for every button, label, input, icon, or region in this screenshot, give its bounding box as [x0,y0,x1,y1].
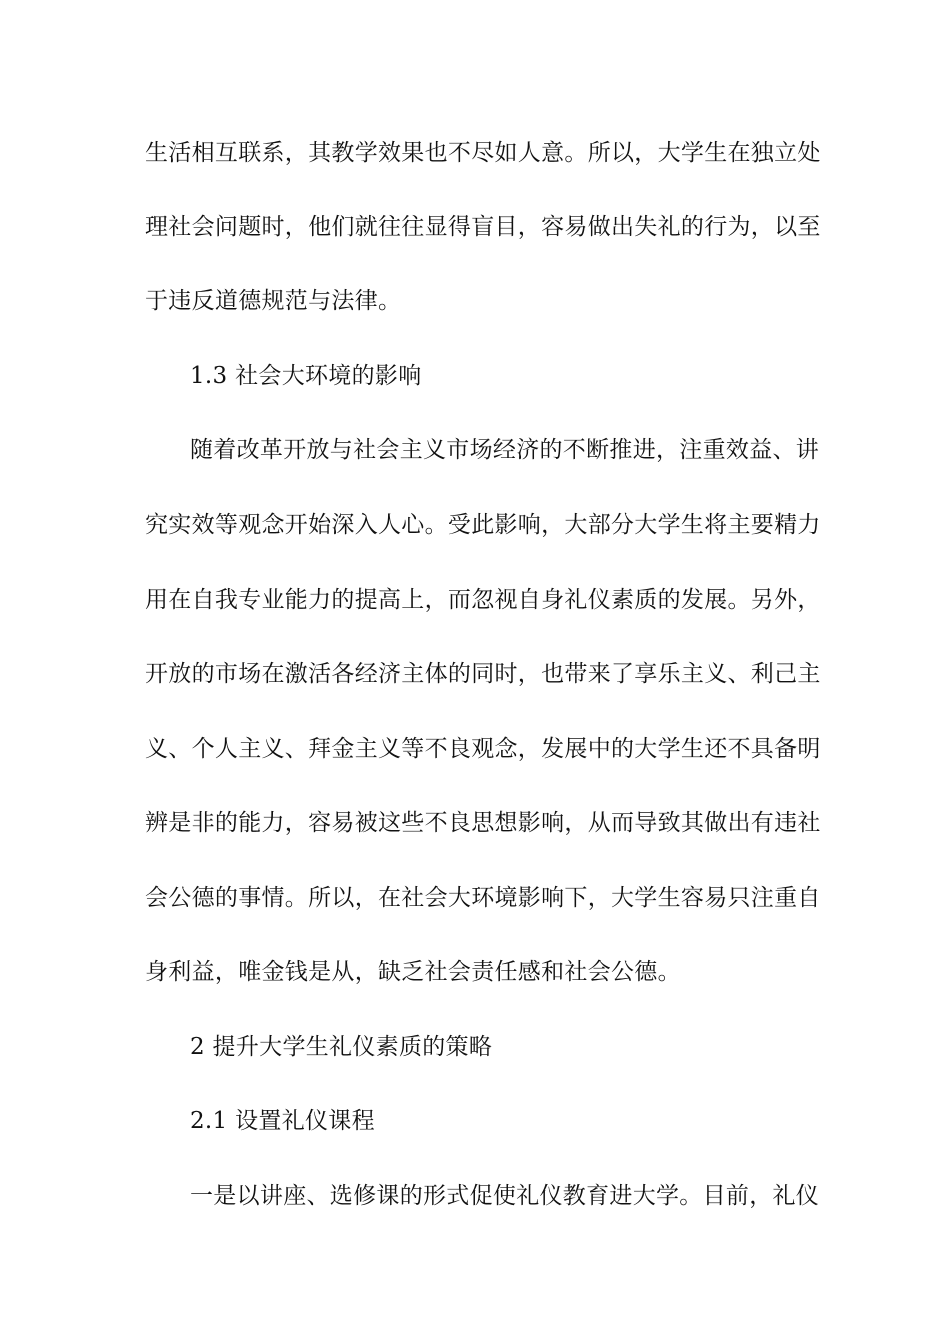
paragraph-line: 身利益，唯金钱是从，缺乏社会责任感和社会公德。 [145,959,681,985]
paragraph-line: 开放的市场在激活各经济主体的同时，也带来了享乐主义、利己主 [145,661,821,687]
paragraph-line: 生活相互联系，其教学效果也不尽如人意。所以，大学生在独立处 [145,140,821,166]
paragraph-line: 会公德的事情。所以，在社会大环境影响下，大学生容易只注重自 [145,885,821,911]
paragraph-line: 于违反道德规范与法律。 [145,288,402,314]
paragraph-line: 随着改革开放与社会主义市场经济的不断推进，注重效益、讲 [190,437,820,463]
paragraph-line: 义、个人主义、拜金主义等不良观念，发展中的大学生还不具备明 [145,736,821,762]
section-heading-2: 2 提升大学生礼仪素质的策略 [190,1034,493,1060]
section-heading-1-3: 1.3 社会大环境的影响 [190,363,422,389]
paragraph-line: 理社会问题时，他们就往往显得盲目，容易做出失礼的行为，以至 [145,214,821,240]
paragraph-line: 一是以讲座、选修课的形式促使礼仪教育进大学。目前，礼仪 [190,1183,820,1209]
paragraph-line: 究实效等观念开始深入人心。受此影响，大部分大学生将主要精力 [145,512,821,538]
paragraph-line: 辨是非的能力，容易被这些不良思想影响，从而导致其做出有违社 [145,810,821,836]
paragraph-line: 用在自我专业能力的提高上，而忽视自身礼仪素质的发展。另外， [145,587,821,613]
section-heading-2-1: 2.1 设置礼仪课程 [190,1108,375,1134]
